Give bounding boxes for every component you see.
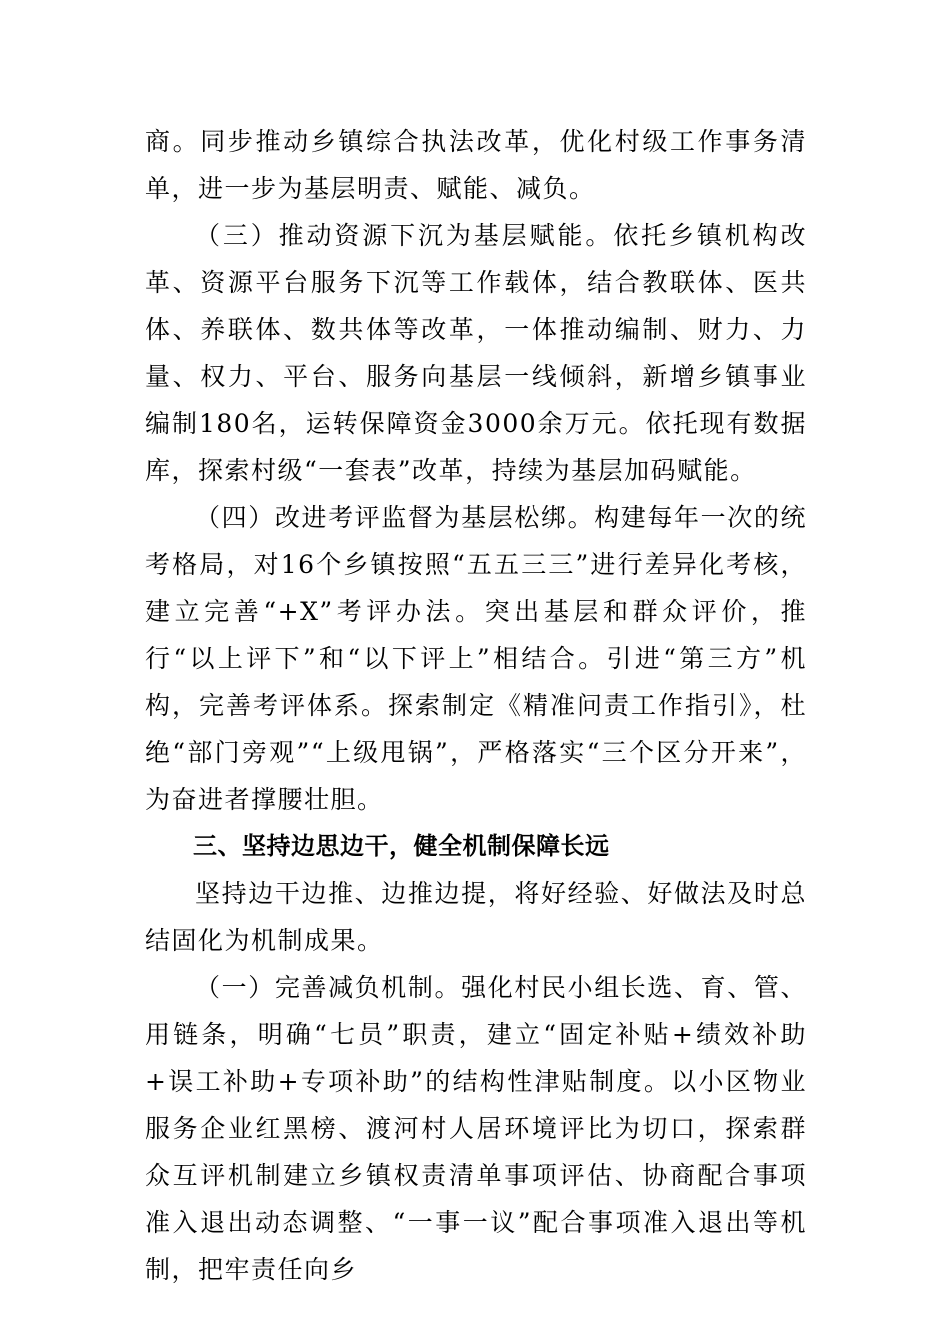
paragraph-resources-to-grassroots: （三）推动资源下沉为基层赋能。依托乡镇机构改革、资源平台服务下沉等工作载体，结合教联体、医共体、养联体、数共体等改革，一体推动编制、财力、力量、权力、平台、服务向基层一线倾斜，新增乡镇事业编制180名，运转保障资金3000余万元。依托现有数据库，探索村级“一套表”改革，持续为基层加码赋能。 <box>145 221 807 485</box>
section-heading-3: 三、坚持边思边干，健全机制保障长远 <box>193 832 610 860</box>
document-body <box>145 118 807 1293</box>
paragraph-evaluation-supervision: （四）改进考评监督为基层松绑。构建每年一次的统考格局，对16个乡镇按照“五五三三”进行差异化考核，建立完善“+X”考评办法。突出基层和群众评价，推行“以上评下”和“以下评上”相结合。引进“第三方”机构，完善考评体系。探索制定《精准问责工作指引》，杜绝“部门旁观”“上级甩锅”，严格落实“三个区分开来”，为奋进者撑腰壮胆。 <box>145 503 807 814</box>
paragraph-continuation: 商。同步推动乡镇综合执法改革，优化村级工作事务清单，进一步为基层明责、赋能、减负。 <box>145 127 807 203</box>
paragraph-burden-reduction-mechanism: （一）完善减负机制。强化村民小组长选、育、管、用链条，明确“七员”职责，建立“固定补贴+绩效补助+误工补助+专项补助”的结构性津贴制度。以小区物业服务企业红黑榜、渡河村人居环境评比为切口，探索群众互评机制建立乡镇权责清单事项评估、协商配合事项准入退出动态调整、“一事一议”配合事项准入退出等机制，把牢责任向乡 <box>145 973 807 1284</box>
paragraph-section-intro: 坚持边干边推、边推边提，将好经验、好做法及时总结固化为机制成果。 <box>145 879 807 955</box>
